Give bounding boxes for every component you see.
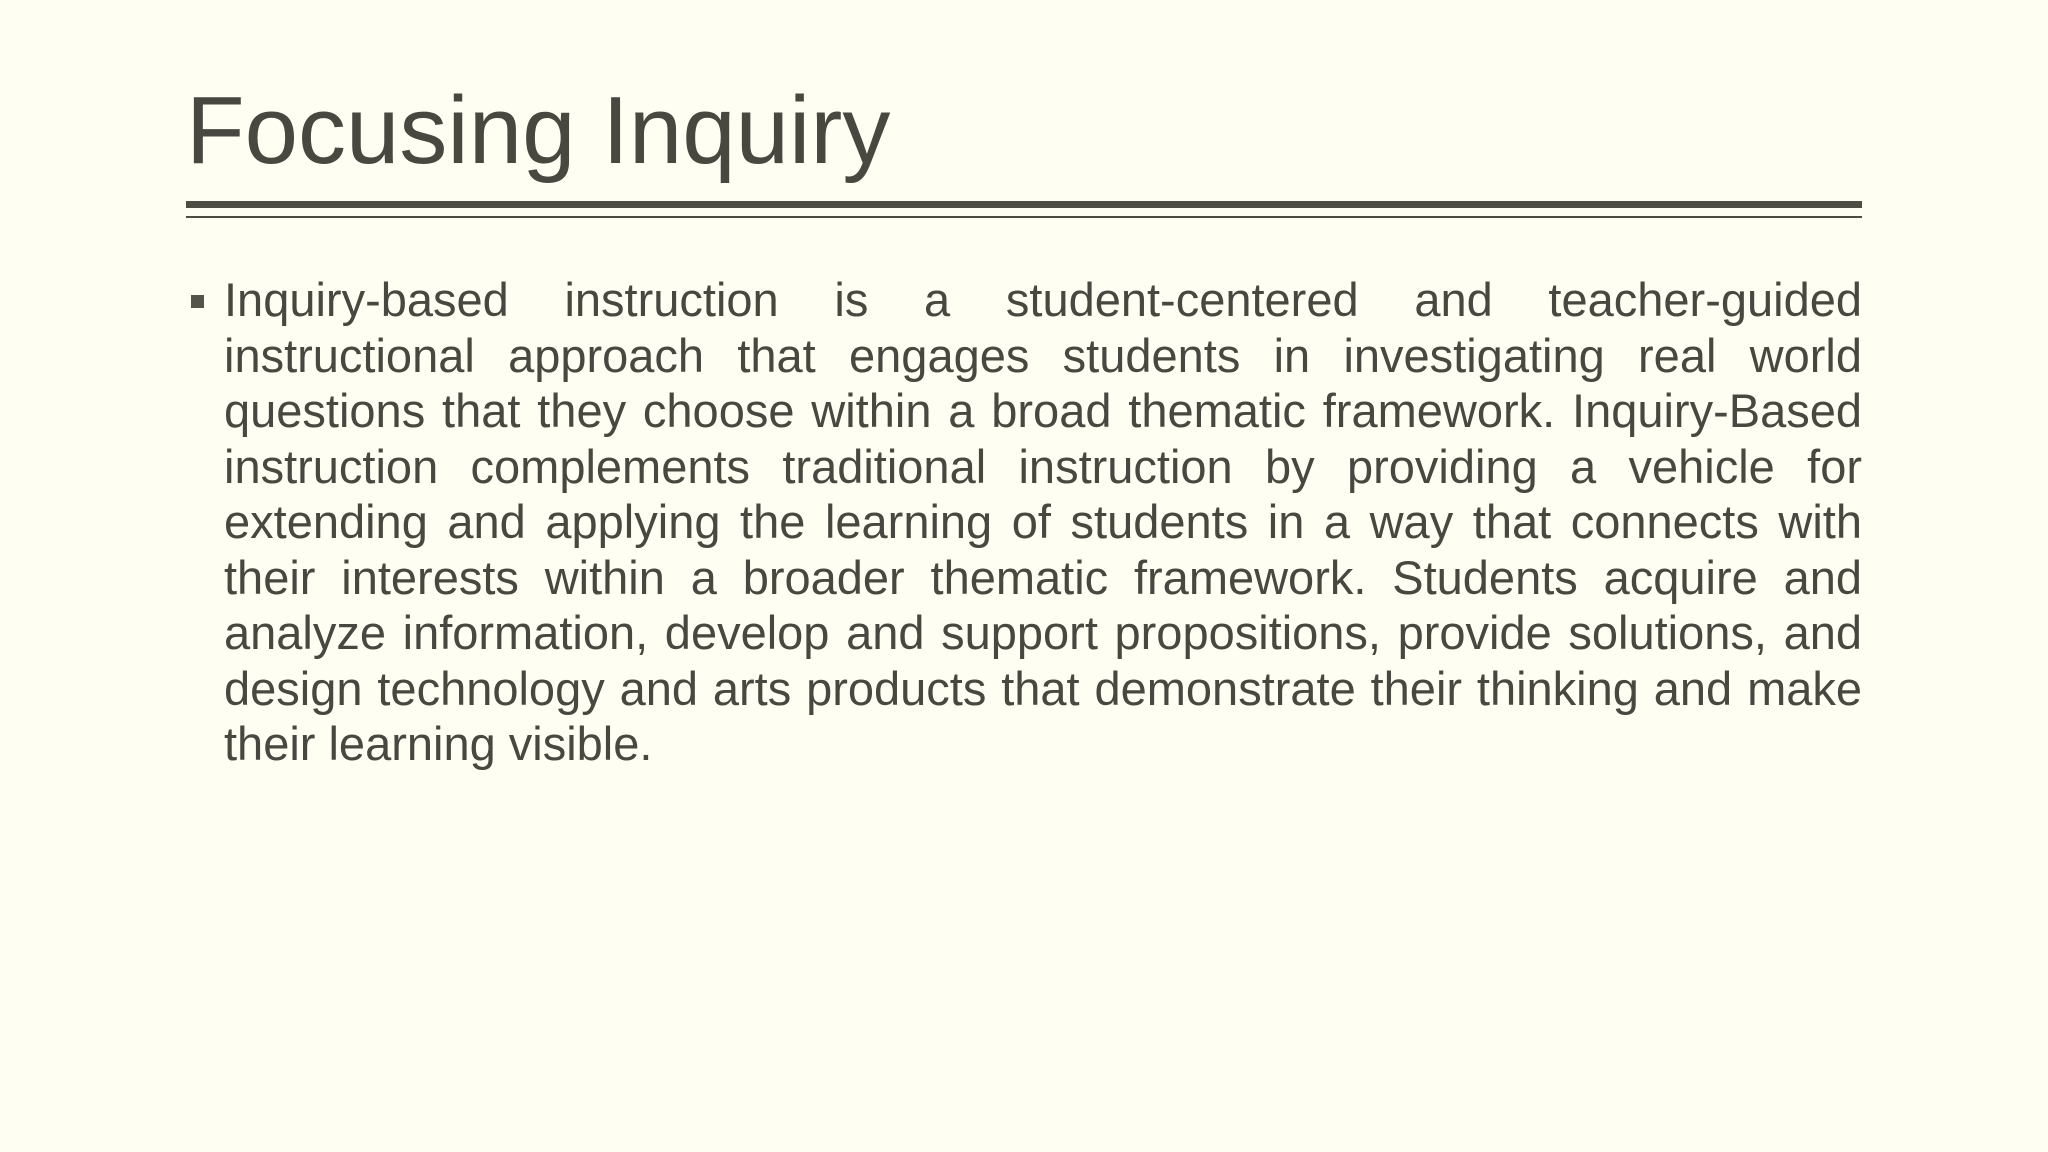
slide-title: Focusing Inquiry	[186, 77, 891, 184]
title-underline-thick	[186, 201, 1862, 208]
list-item	[186, 272, 1862, 772]
bullet-text: Inquiry-based instruction is a student-centered and teacher-guided instructional approach that engages students in investigating real world questions that they choose within a broad thematic framework. Inquiry-Based instruction complements traditional instruction by providing a vehicle for extending and applying the learning of students in a way that connects with their interests within a broader thematic framework. Students acquire and analyze information, develop and support propositions, provide solutions, and design technology and arts products that demonstrate their thinking and make their learning visible.	[224, 273, 1862, 770]
title-underline-thin	[186, 216, 1862, 218]
square-bullet-icon	[191, 295, 204, 308]
bullet-list	[186, 272, 1862, 772]
